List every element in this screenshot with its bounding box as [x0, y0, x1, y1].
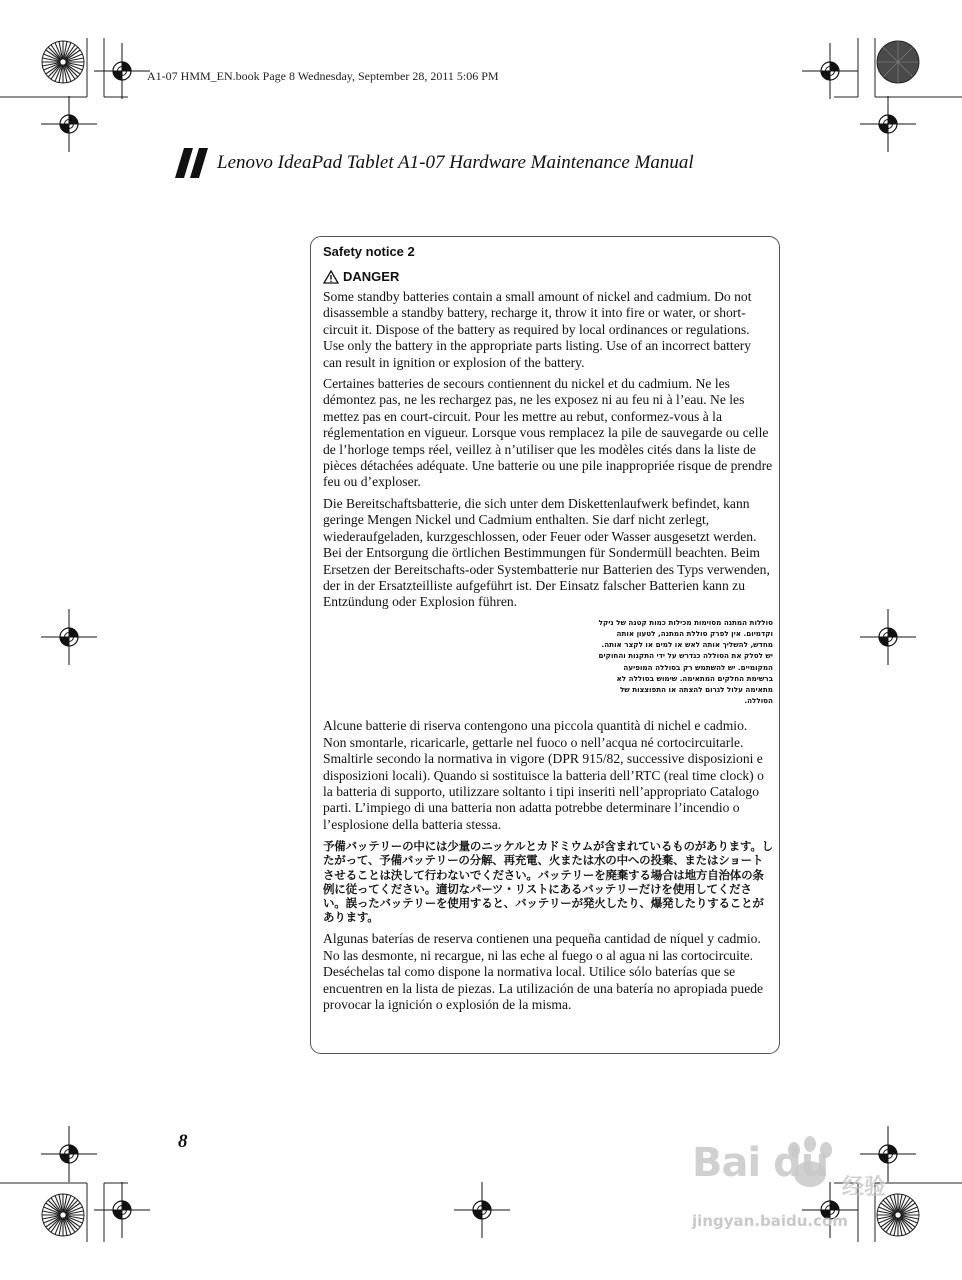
- notice-text-hebrew: סוללות המתנה מסוימות מכילות כמות קטנה של ניקל וקדמיום. אין לפרק סוללת המתנה, לטעון אותה מחדש, להשליך אותה לאש או למים או לקצר אותה. יש לסלק את הסוללה כנדרש על ידי התקנות והחוקים המקומיים. יש להשתמש רק בסוללה המופיעה ברשימת החלקים המתאימה. שימוש בסוללה לא מתאימה עלול לגרום להצתה או התפוצצות של הסוללה.: [598, 617, 773, 706]
- danger-label: DANGER: [343, 269, 400, 284]
- notice-text-spanish: Algunas baterías de reserva contienen una pequeña cantidad de níquel y cadmio. No las desmonte, ni recargue, ni las eche al fuego o al agua ni las cortocircuite. Deséchelas tal como dispone la normativa local. Utilice sólo baterías que se encuentren en la lista de piezas. La utilización de una batería no apropiada puede provocar la ignición o explosión de la misma.: [323, 931, 764, 1013]
- warning-triangle-icon: [323, 270, 339, 284]
- notice-text-german: Die Bereitschaftsbatterie, die sich unter dem Diskettenlaufwerk befindet, kann geringe Mengen Nickel und Cadmium enthalten. Sie darf nicht zerlegt, wiederaufgeladen, kurzgeschlossen, oder Feuer oder Wasser ausgesetzt werden. Bei der Entsorgung die örtlichen Bestimmungen für Sondermüll beachten. Beim Ersetzen der Bereitschafts-oder Systembatterie nur Batterien des Typs verwenden, der in der Ersatzteilliste aufgeführt ist. Der Einsatz falscher Batterien kann zu Entzündung oder Explosion führen.: [323, 495, 770, 610]
- watermark-url: jingyan.baidu.com: [692, 1212, 848, 1230]
- watermark-logo: Bai du: [692, 1140, 829, 1186]
- watermark-cn-text: 经验: [842, 1175, 887, 1200]
- page-header: [175, 148, 694, 178]
- notice-text-english: Some standby batteries contain a small amount of nickel and cadmium. Do not disassemble a standby battery, recharge it, throw it into fire or water, or short-circuit it. Dispose of the battery as required by local ordinances or regulations. Use only the battery in the appropriate parts listing. Use of an incorrect battery can result in ignition or explosion of the battery.: [323, 289, 752, 370]
- header-title: Lenovo IdeaPad Tablet A1-07 Hardware Maintenance Manual: [217, 152, 694, 173]
- notice-text-italian: Alcune batterie di riserva contengono una piccola quantità di nichel e cadmio. Non smontarle, ricaricarle, gettarle nel fuoco o nell’acqua né cortocircuitarle. Smaltirle secondo la normativa in vigore (DPR 915/82, successive disposizioni e disposizioni locali). Quando si sostituisce la batteria dell’RTC (real time clock) o la batteria di supporto, utilizzare soltanto i tipi inseriti nell’appropriato Catalogo parti. L’impiego di una batteria non adatta potrebbe determinare l’incendio o l’esplosione della batteria stessa.: [323, 718, 764, 832]
- safety-notice-box: [310, 236, 780, 1054]
- page-number: 8: [178, 1131, 188, 1152]
- notice-text-japanese: 予備バッテリーの中には少量のニッケルとカドミウムが含まれているものがあります。したがって、予備バッテリーの分解、再充電、火または水の中への投棄、またはショートさせることは決して行わないでください。バッテリーを廃棄する場合は地方自治体の条例に従ってください。適切なパーツ・リストにあるバッテリーだけを使用してください。誤ったバッテリーを使用すると、バッテリーが発火したり、爆発したりすることがあります。: [323, 839, 773, 925]
- danger-heading: [323, 269, 773, 284]
- print-slug-line: A1-07 HMM_EN.book Page 8 Wednesday, September 28, 2011 5:06 PM: [147, 69, 499, 83]
- notice-text-french: Certaines batteries de secours contiennent du nickel et du cadmium. Ne les démontez pas, ne les rechargez pas, ne les exposez ni au feu ni à l’eau. Ne les mettez pas en court-circuit. Pour les mettre au rebut, conformez-vous à la réglementation en vigueur. Lorsque vous remplacez la pile de sauvegarde ou celle de l’horloge temps réel, veillez à n’utiliser que les modèles cités dans la liste de pièces détachées adéquate. Une batterie ou une pile inappropriée risque de prendre feu ou d’exploser.: [323, 376, 773, 490]
- notice-title: Safety notice 2: [323, 244, 415, 259]
- header-slash-icon: [175, 148, 213, 178]
- baidu-watermark: [692, 1136, 942, 1246]
